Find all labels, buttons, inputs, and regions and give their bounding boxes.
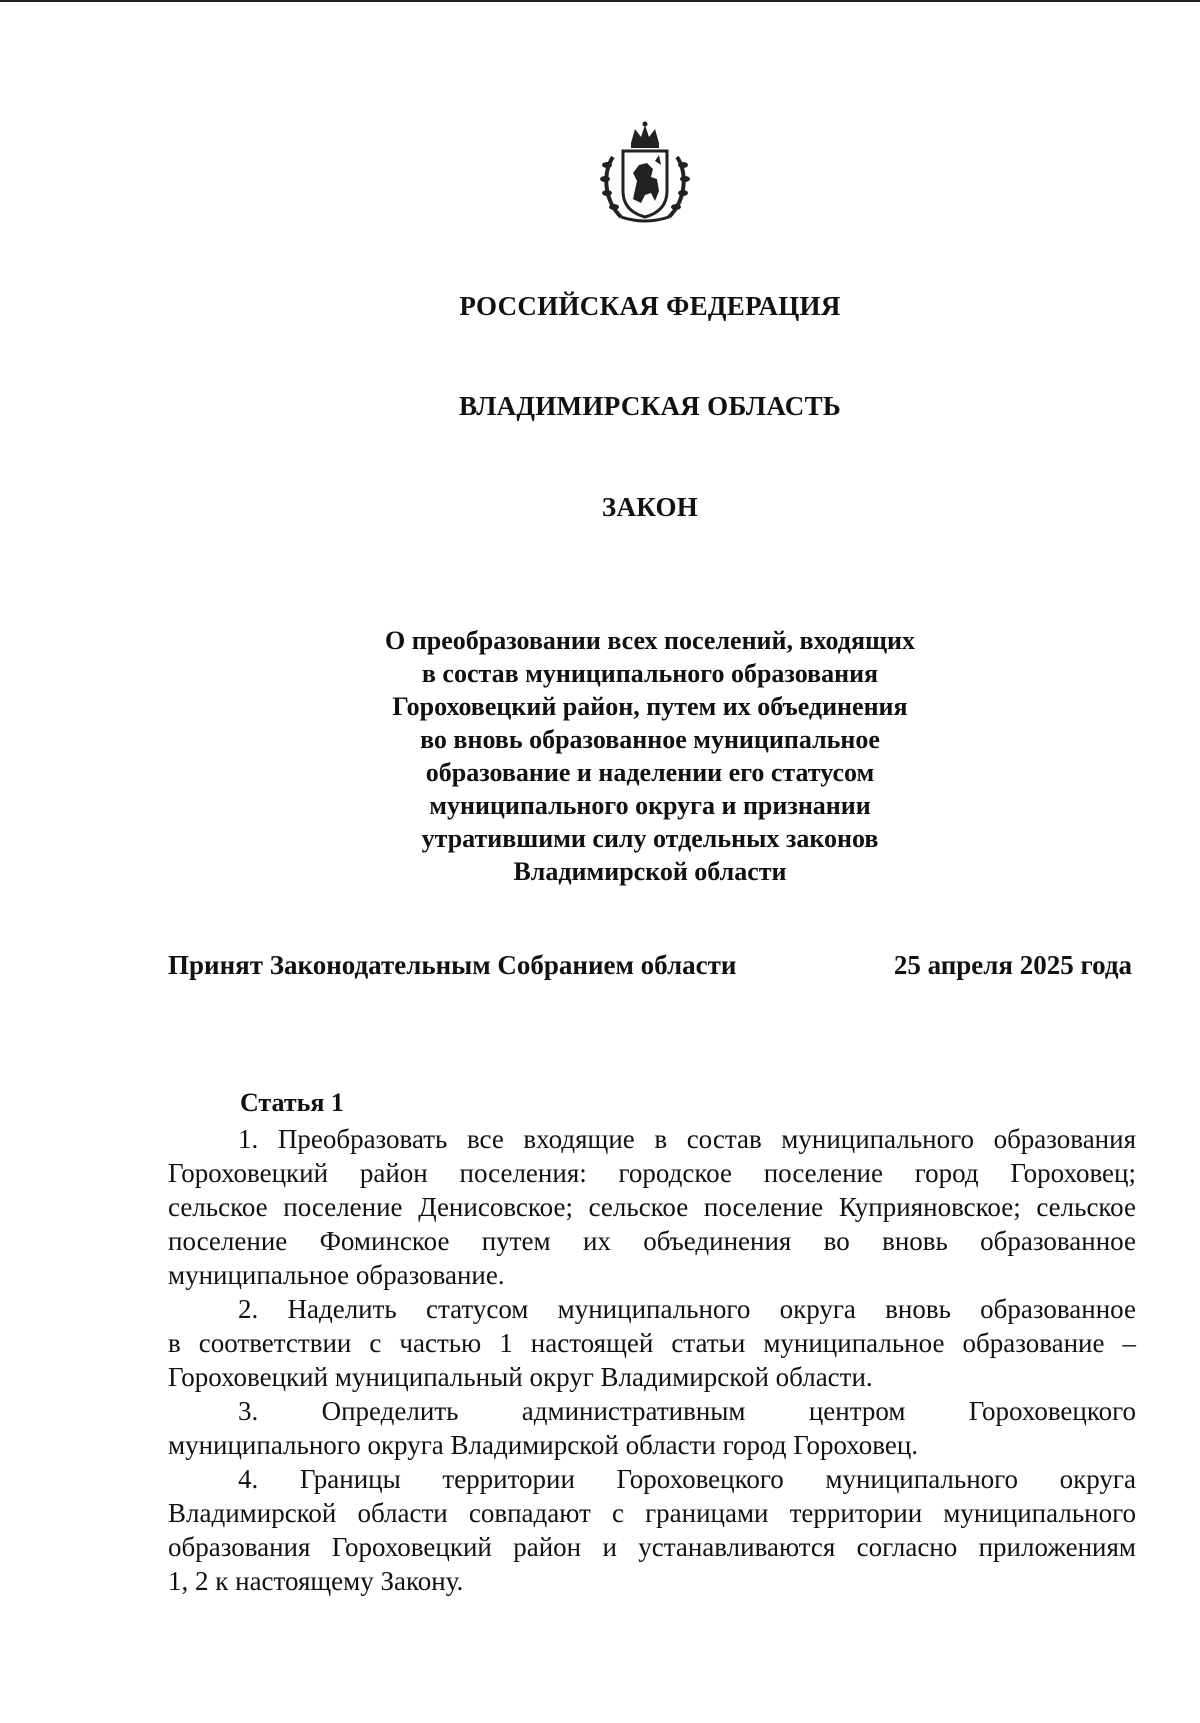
law-title: [340, 624, 960, 888]
article-heading: Статья 1: [240, 1088, 344, 1117]
article-line: 4. Границы территории Гороховецкого муниципального округа: [238, 1464, 1136, 1494]
article-line: 1. Преобразовать все входящие в состав муниципального образования: [238, 1124, 1136, 1154]
article-line: в соответствии с частью 1 настоящей статьи муниципальное образование –: [168, 1328, 1136, 1358]
law-title-line: образование и наделении его статусом: [425, 758, 875, 787]
adoption-date: 25 апреля 2025 года: [893, 950, 1132, 980]
article-line: муниципального округа Владимирской области город Гороховец.: [168, 1430, 919, 1460]
article-line: сельское поселение Денисовское; сельское поселение Куприяновское; сельское: [168, 1192, 1136, 1222]
adopted-by: Принят Законодательным Собранием области: [168, 950, 737, 980]
article-line: 2. Наделить статусом муниципального округа вновь образованное: [238, 1294, 1136, 1324]
region-heading: ВЛАДИМИРСКАЯ ОБЛАСТЬ: [458, 391, 842, 421]
law-title-line: Владимирской области: [513, 857, 787, 886]
article-line: Владимирской области совпадают с границами территории муниципального: [168, 1498, 1136, 1528]
article-line: поселение Фоминское путем их объединения во вновь образованное: [168, 1226, 1136, 1256]
article-line: муниципальное образование.: [168, 1260, 505, 1290]
scan-top-border: [0, 0, 1200, 2]
document-type-heading: ЗАКОН: [601, 492, 699, 522]
article-line: 1, 2 к настоящему Закону.: [168, 1566, 464, 1596]
law-title-line: во вновь образованное муниципальное: [420, 725, 880, 754]
country-heading: РОССИЙСКАЯ ФЕДЕРАЦИЯ: [459, 291, 841, 321]
article-line: Гороховецкий район поселения: городское поселение город Гороховец;: [168, 1158, 1136, 1188]
article-line: 3. Определить административным центром Гороховецкого: [238, 1396, 1136, 1426]
law-title-line: О преобразовании всех поселений, входящих: [385, 626, 915, 655]
law-title-line: Гороховецкий район, путем их объединения: [392, 692, 908, 721]
law-title-line: в состав муниципального образования: [421, 659, 879, 688]
law-title-line: муниципального округа и признании: [429, 791, 871, 820]
article-body: [168, 1122, 1136, 1598]
article-line: Гороховецкий муниципальный округ Владимирской области.: [168, 1362, 873, 1392]
coat-of-arms-icon: [597, 121, 693, 225]
article-line: образования Гороховецкий район и устанавливаются согласно приложениям: [168, 1532, 1136, 1562]
law-title-line: утратившими силу отдельных законов: [421, 824, 879, 853]
